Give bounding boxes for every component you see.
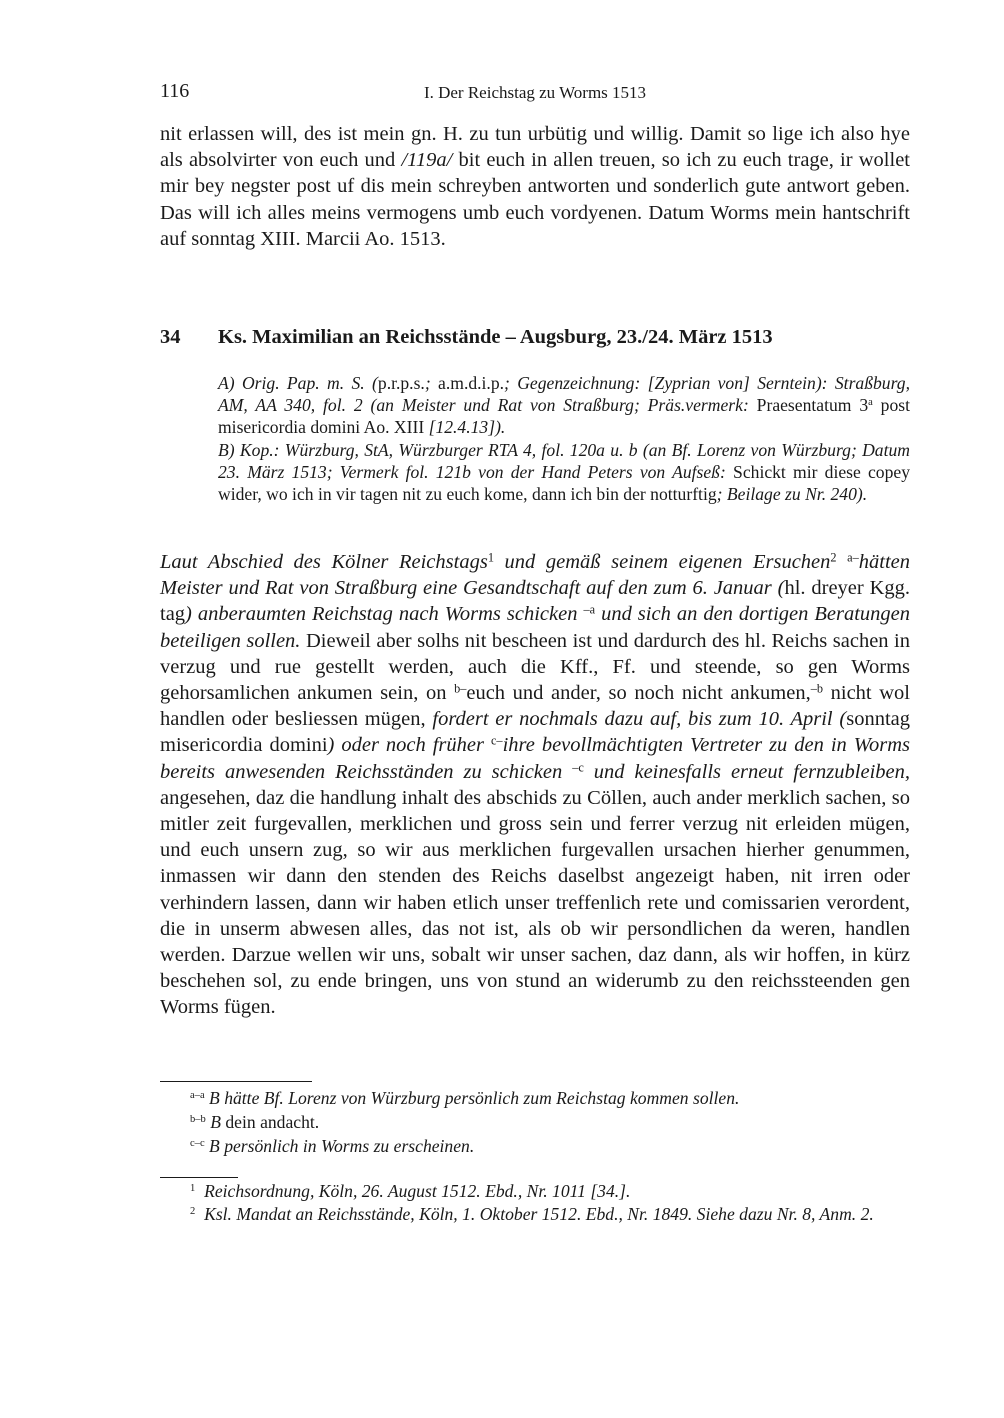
regest-text: ) anberaumten Reichstag nach Worms schicken (185, 603, 584, 626)
footnote-mark: b–b (190, 1114, 206, 1126)
variant-mark[interactable]: a– (847, 550, 859, 565)
running-head-title: I. Der Reichstag zu Worms 1513 (423, 83, 647, 102)
numbered-footnotes (160, 1180, 910, 1226)
source-text: B) Kop.: Würzburg, StA, Würzburger RTA 4, fol. 120a u. b (an Bf. Lorenz von Würzburg; Datum 23. März 1513; Vermerk fol. 121b von der Hand Peters von Aufseß: (218, 439, 910, 482)
regest-text: fordert er nochmals dazu auf, bis zum 10. April ( (432, 708, 847, 731)
footnote-divider (160, 1177, 238, 1178)
continued-paragraph (160, 121, 910, 252)
footnote-text: dein andacht. (220, 1112, 320, 1132)
siglum: B (209, 1088, 220, 1108)
footnote-mark: 2 (190, 1206, 196, 1218)
source-text: ; Gegenzeichnung: [Zyprian von] Serntein): Straßburg, AM, AA 340, fol. 2 (an Meister und Rat von Straßburg; Präs.vermerk: (218, 373, 910, 416)
numbered-footnote (160, 1203, 910, 1226)
footnote-divider (160, 1081, 312, 1082)
source-text: A) Orig. Pap. m. S. ( (218, 373, 378, 393)
numbered-footnote (160, 1180, 910, 1203)
paragraph-text: bit euch in allen treuen, so ich zu euch trage, ir wollet mir bey negster post uf dis mein schreyben antworten und sonderlich gute antwort geben. Das will ich alles meins vermogens umb euch vordyenen. Datum Worms mein hantschrift auf sonntag XIII. Marcii Ao. 1513. (160, 149, 910, 250)
variant-footnotes (190, 1086, 910, 1158)
footnote-mark: 1 (190, 1183, 196, 1195)
quoted-text: angesehen, daz die handlung inhalt des abschids zu Cöllen, auch ander merklich sachen, so mitler zeit furgevallen, merklichen und gross sein und ferrer verzug nit erleiden mügen, und euch unsern zug, so wir aus merklichen furgevallen ursachen hierher genummen, inmassen wir dann den stenden des Reichs daselbst angezeigt haben, nit irren oder verhindern lassen, dann wir haben etlich unser treffenlich rete und comissarien verordent, die in unserm abwesen alles, das not ist, als ob wir persondlichen da weren, handlen werden. Darzue wellen wir uns, sobalt wir unser sachen, daz dann, als wir hoffen, in kürz beschehen sol, zu ende bringen, uns von stund an widerumb zu den reichssteenden gen Worms fügen. (160, 786, 910, 1019)
source-a (218, 372, 910, 439)
footnote-mark: c–c (190, 1138, 205, 1150)
siglum: B (210, 1112, 221, 1132)
page-number: 116 (160, 80, 190, 102)
variant-mark[interactable]: –b (810, 681, 823, 696)
superscript: a (868, 397, 873, 409)
variant-footnote (190, 1110, 910, 1134)
source-text: ; Beilage zu Nr. 240). (716, 484, 868, 505)
variant-mark[interactable]: –a (583, 602, 596, 617)
variant-footnote (190, 1134, 910, 1158)
regest-text: und gemäß seinem eigenen Ersuchen (493, 551, 831, 573)
source-text: post misericordia domini Ao. XIII (218, 395, 911, 438)
paragraph-text: nit erlassen will, des ist mein gn. H. zu tun urbütig und willig. Damit so lige ich also hye als absolvirter von euch und (160, 123, 910, 172)
source-b (218, 439, 910, 506)
source-text: [12.4.13]). (428, 417, 506, 438)
footnote-ref[interactable]: 1 (487, 550, 494, 565)
footnote-mark: a–a (190, 1090, 205, 1102)
footnote-text: Ksl. Mandat an Reichsstände, Köln, 1. Oktober 1512. Ebd., Nr. 1849. Siehe dazu Nr. 8, Anm. 2. (204, 1204, 874, 1224)
quoted-text: hl. dreyer Kgg. tag (160, 577, 911, 626)
folio-marker: /119a/ (401, 149, 453, 172)
siglum: B (209, 1136, 220, 1156)
source-text: Praesentatum 3 (756, 395, 869, 416)
main-paragraph (160, 549, 910, 1021)
source-apparatus (218, 372, 910, 505)
footnote-ref[interactable]: 2 (830, 550, 837, 565)
footnote-text: Reichsordnung, Köln, 26. August 1512. Ebd., Nr. 1011 [34.]. (204, 1181, 631, 1201)
variant-footnote (190, 1086, 910, 1110)
document-title: Ks. Maximilian an Reichsstände – Augsburg, 23./24. März 1513 (218, 326, 773, 348)
regest-text: hätten Meister und Rat von Straßburg eine Gesandtschaft auf den zum 6. Januar ( (160, 551, 911, 600)
regest-text: und sich an den dortigen Beratungen beteiligen sollen. (160, 603, 911, 652)
quoted-text: euch und ander, so noch nicht ankumen, (466, 682, 811, 705)
quoted-text: sonntag misericordia domini (160, 708, 910, 757)
quoted-text: nicht wol handlen oder besliessen mügen, (160, 682, 910, 731)
source-text: p.r.p.s. (377, 373, 425, 393)
variant-mark[interactable]: b– (454, 681, 467, 696)
regest-text: Laut Abschied des Kölner Reichstags (160, 551, 488, 573)
document-number: 34 (160, 326, 181, 348)
footnote-text: persönlich in Worms zu erscheinen. (219, 1136, 475, 1156)
quoted-text: Dieweil aber solhs nit bescheen ist und dardurch des hl. Reichs sachen in verzug und rue gestellt werden, auch die Kff., Ff. und steende, so gen Worms gehorsamlichen ankumen sein, on (160, 629, 911, 705)
variant-mark[interactable]: –c (572, 759, 584, 774)
regest-text: und keinesfalls erneut fernzubleiben, (583, 760, 910, 783)
source-text: Schickt mir diese copey wider, wo ich in vir tagen nit zu euch kome, dann ich bin der notturftig (218, 461, 910, 505)
regest-text: ihre bevollmächtigten Vertreter zu den in Worms bereits anwesenden Reichsständen zu schicken (160, 734, 910, 783)
running-head (160, 80, 910, 106)
footnote-text: hätte Bf. Lorenz von Würzburg persönlich zum Reichstag kommen sollen. (219, 1088, 740, 1108)
source-text: ; (424, 373, 439, 393)
regest-text: ) oder noch früher (327, 734, 491, 757)
variant-mark[interactable]: c– (490, 733, 503, 748)
source-text: a.m.d.i.p. (438, 373, 505, 393)
